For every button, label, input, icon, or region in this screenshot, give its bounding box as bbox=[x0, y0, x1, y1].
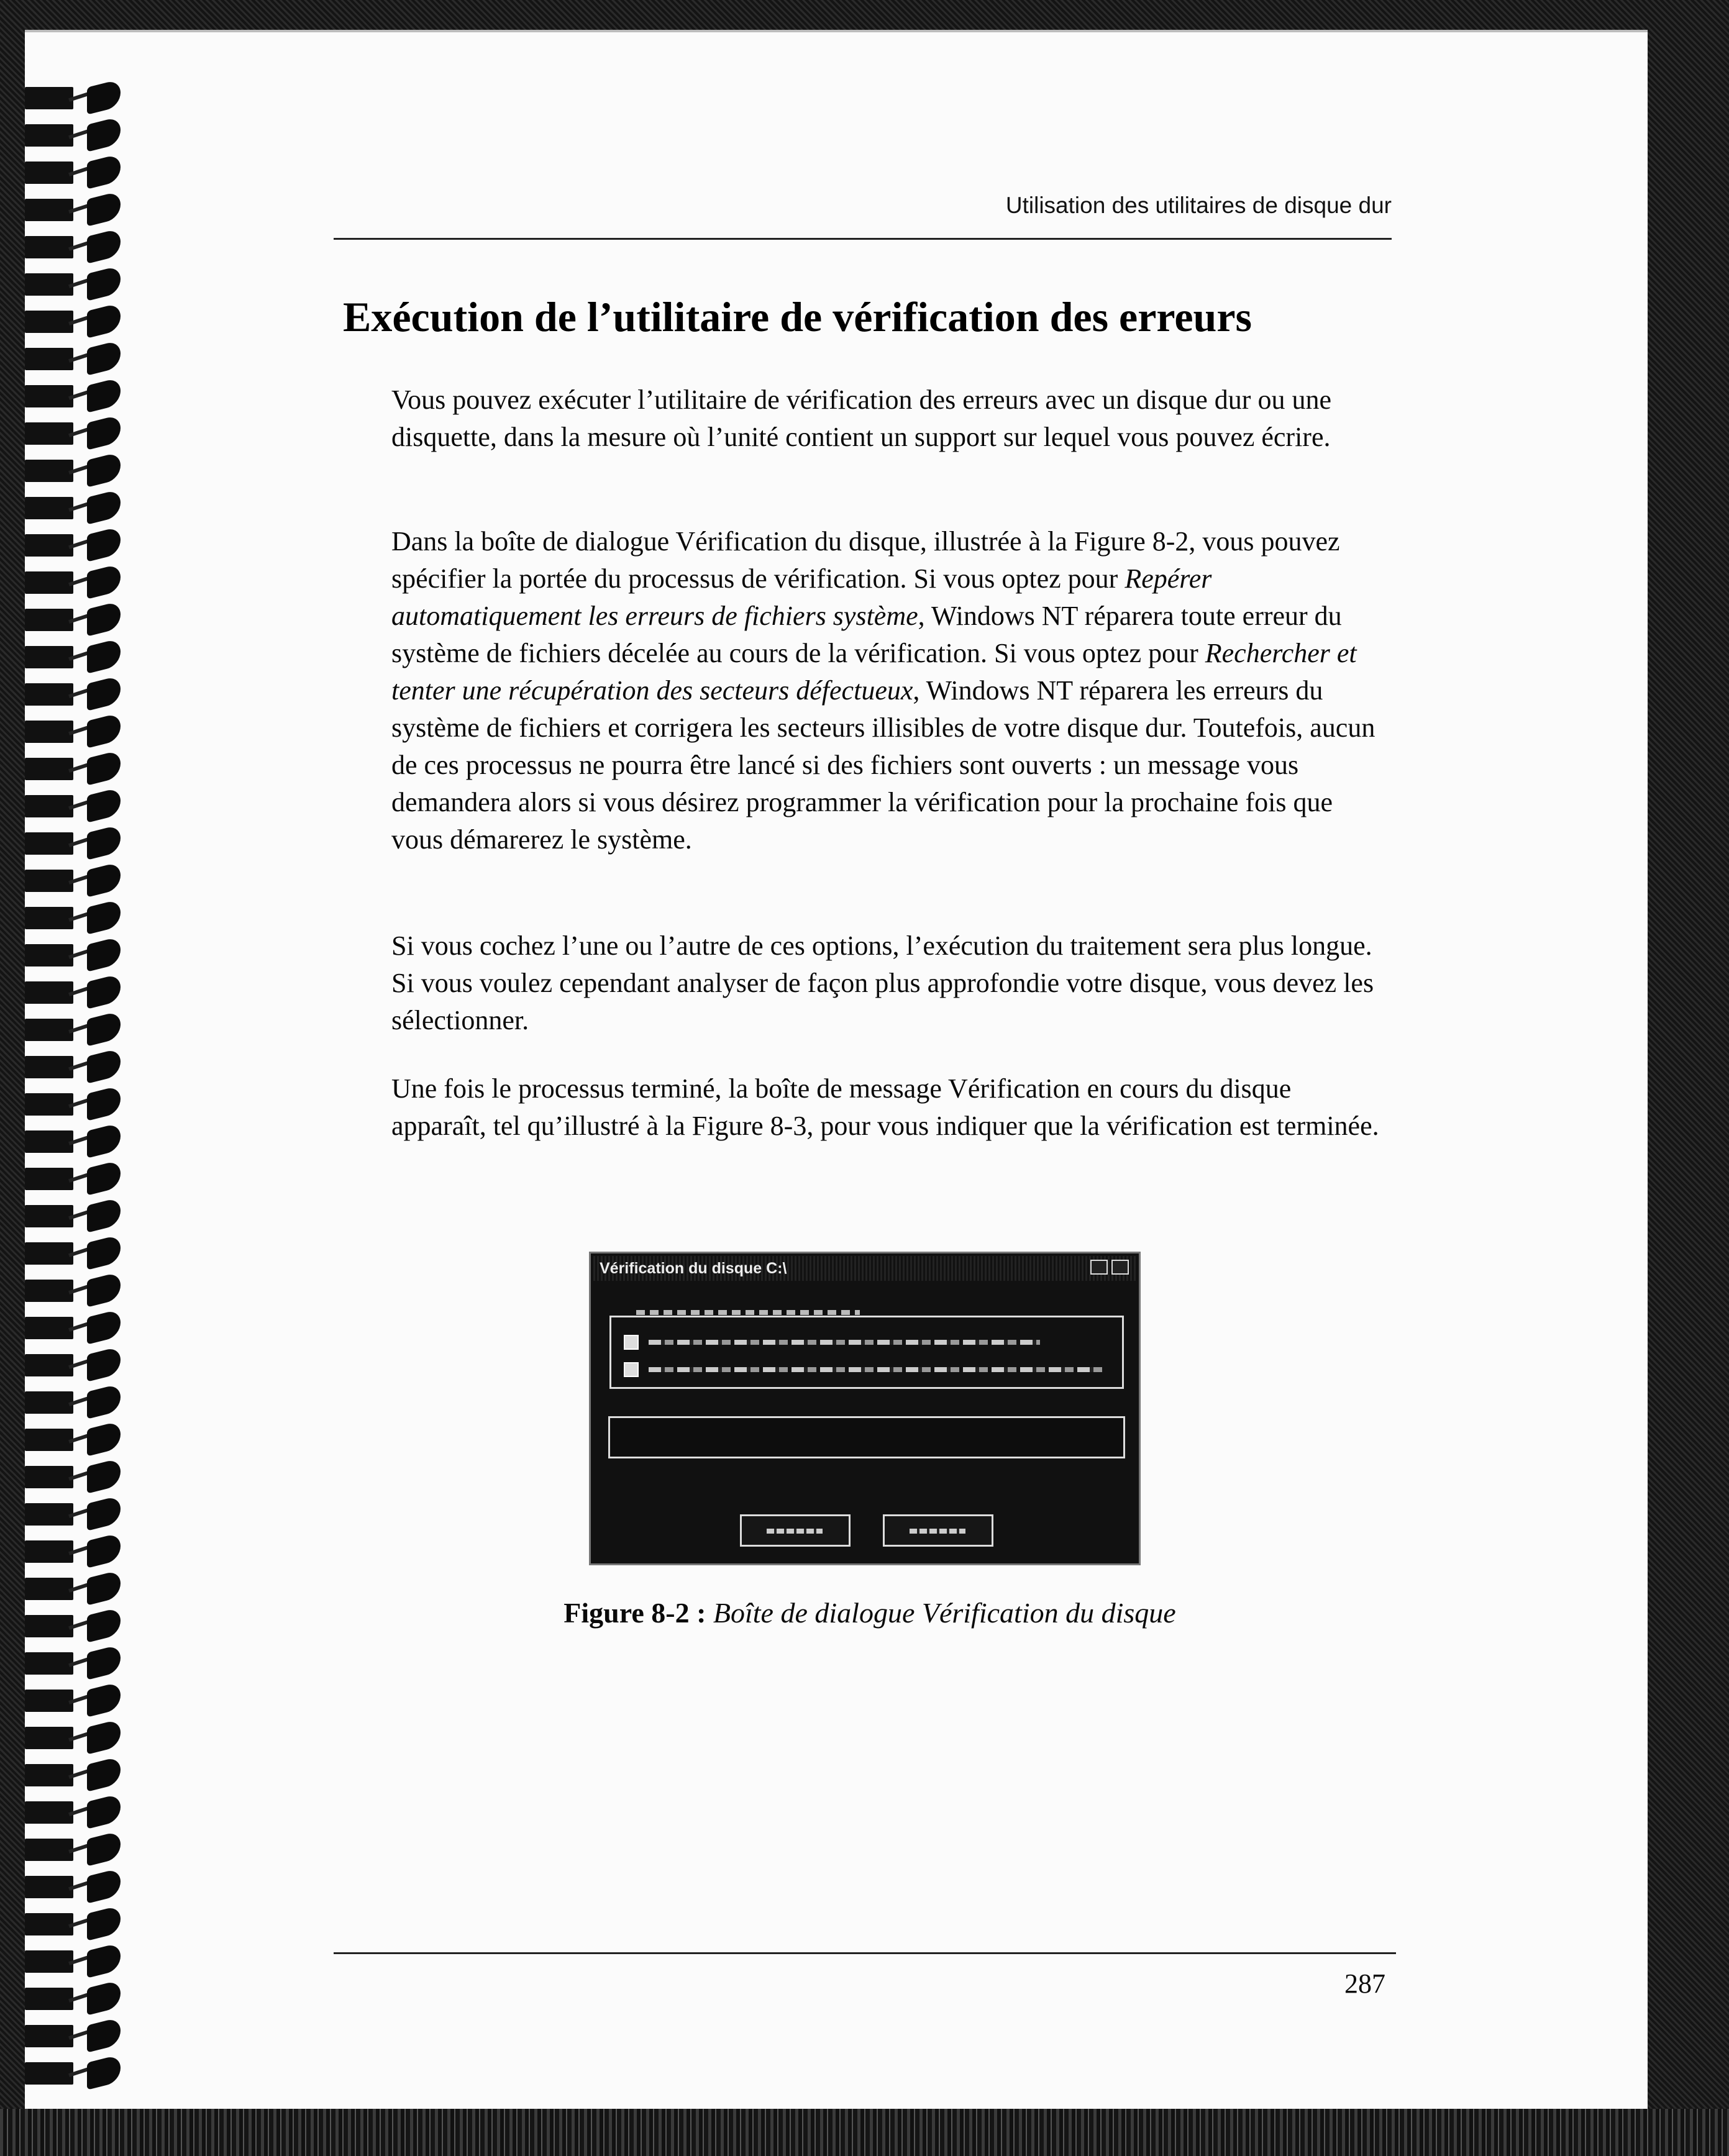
binding-ring bbox=[25, 80, 134, 116]
binding-ring bbox=[25, 862, 134, 898]
page-number: 287 bbox=[1344, 1968, 1385, 1999]
dialog-titlebar bbox=[593, 1256, 1136, 1281]
binding-ring bbox=[25, 266, 134, 302]
option-label-2 bbox=[649, 1367, 1102, 1372]
binding-ring bbox=[25, 1570, 134, 1606]
option-name-auto-repair: Repérer automatiquement les erreurs de fichiers système bbox=[391, 563, 1212, 631]
book-page bbox=[25, 30, 1648, 2109]
paragraph-2-text-c: , Windows NT réparera les erreurs du système de fichiers et corrigera les secteurs illisibles de votre disque dur. Toutefois, aucun de ces processus ne pourra être lancé si des fichiers sont ouverts : un message vous demandera alors si vous désirez programmer la vérification pour la prochaine fois que vous démarerez le système. bbox=[391, 675, 1375, 855]
binding-ring bbox=[25, 825, 134, 861]
running-head: Utilisation des utilitaires de disque dur bbox=[1005, 193, 1392, 218]
binding-ring bbox=[25, 713, 134, 749]
binding-ring bbox=[25, 1384, 134, 1420]
binding-ring bbox=[25, 154, 134, 190]
binding-ring bbox=[25, 1757, 134, 1793]
binding-ring bbox=[25, 1906, 134, 1942]
header-rule bbox=[334, 238, 1392, 240]
binding-ring bbox=[25, 1868, 134, 1904]
binding-ring bbox=[25, 564, 134, 600]
binding-ring bbox=[25, 1272, 134, 1308]
binding-ring bbox=[25, 378, 134, 414]
binding-ring bbox=[25, 1086, 134, 1122]
binding-ring bbox=[25, 527, 134, 563]
close-icon bbox=[1111, 1260, 1129, 1275]
dialog-options-group bbox=[609, 1316, 1124, 1389]
binding-ring bbox=[25, 415, 134, 451]
binding-ring bbox=[25, 1048, 134, 1085]
binding-ring bbox=[25, 191, 134, 227]
binding-ring bbox=[25, 340, 134, 376]
scan-bottom-strip bbox=[0, 2109, 1729, 2156]
paragraph-2-text-b: , Windows NT réparera toute erreur du système de fichiers décelée au cours de la vérification. Si vous optez pour bbox=[391, 601, 1342, 668]
binding-ring bbox=[25, 2055, 134, 2091]
paragraph-1: Vous pouvez exécuter l’utilitaire de vérification des erreurs avec un disque dur ou une disquette, dans la mesure où l’unité contient un support sur lequel vous pouvez écrire. bbox=[391, 384, 1331, 452]
footer-rule bbox=[334, 1952, 1396, 1954]
minimize-icon bbox=[1090, 1260, 1108, 1275]
binding-ring bbox=[25, 1198, 134, 1234]
binding-ring bbox=[25, 1533, 134, 1569]
section-title: Exécution de l’utilitaire de vérification des erreurs bbox=[343, 293, 1252, 340]
paragraph-3: Si vous cochez l’une ou l’autre de ces options, l’exécution du traitement sera plus longue. Si vous voulez cependant analyser de façon plus approfondie votre disque, vous devez les sélectionner. bbox=[391, 930, 1374, 1035]
binding-ring bbox=[25, 1608, 134, 1644]
binding-ring bbox=[25, 750, 134, 786]
spiral-binding bbox=[25, 80, 134, 2111]
start-button-label bbox=[767, 1529, 823, 1534]
option-label-1 bbox=[649, 1340, 1040, 1345]
binding-ring bbox=[25, 303, 134, 339]
option-checkbox-1 bbox=[624, 1335, 639, 1350]
binding-ring bbox=[25, 899, 134, 935]
binding-ring bbox=[25, 1943, 134, 1979]
binding-ring bbox=[25, 1458, 134, 1494]
binding-ring bbox=[25, 974, 134, 1010]
binding-ring bbox=[25, 1011, 134, 1047]
binding-ring bbox=[25, 1794, 134, 1830]
options-group-legend bbox=[636, 1310, 860, 1315]
binding-ring bbox=[25, 1831, 134, 1867]
option-checkbox-2 bbox=[624, 1362, 639, 1377]
binding-ring bbox=[25, 1309, 134, 1345]
paragraph-4: Une fois le processus terminé, la boîte de message Vérification en cours du disque apparaît, tel qu’illustré à la Figure 8-3, pour vous indiquer que la vérification est terminée. bbox=[391, 1073, 1379, 1141]
binding-ring bbox=[25, 489, 134, 525]
binding-ring bbox=[25, 788, 134, 824]
binding-ring bbox=[25, 676, 134, 712]
binding-ring bbox=[25, 1980, 134, 2016]
dialog-progress-bar bbox=[608, 1416, 1125, 1458]
paragraph-2-text-a: Dans la boîte de dialogue Vérification du disque, illustrée à la Figure 8-2, vous pouvez spécifier la portée du processus de vérification. Si vous optez pour bbox=[391, 526, 1340, 594]
binding-ring bbox=[25, 1645, 134, 1681]
binding-ring bbox=[25, 601, 134, 637]
figure-caption bbox=[528, 1596, 1211, 1629]
binding-ring bbox=[25, 1347, 134, 1383]
binding-ring bbox=[25, 639, 134, 675]
binding-ring bbox=[25, 1123, 134, 1159]
binding-ring bbox=[25, 1719, 134, 1755]
binding-ring bbox=[25, 1682, 134, 1718]
figure-dialog-screenshot bbox=[589, 1252, 1141, 1565]
cancel-button-label bbox=[910, 1529, 965, 1534]
binding-ring bbox=[25, 2017, 134, 2054]
binding-ring bbox=[25, 117, 134, 153]
dialog-start-button bbox=[740, 1514, 851, 1547]
binding-ring bbox=[25, 452, 134, 488]
binding-ring bbox=[25, 1496, 134, 1532]
dialog-cancel-button bbox=[883, 1514, 993, 1547]
paragraph-2 bbox=[391, 523, 1385, 858]
binding-ring bbox=[25, 229, 134, 265]
binding-ring bbox=[25, 937, 134, 973]
figure-caption-label: Figure 8-2 : bbox=[563, 1597, 706, 1629]
dialog-title: Vérification du disque C:\ bbox=[600, 1260, 787, 1277]
binding-ring bbox=[25, 1235, 134, 1271]
page-top-edge bbox=[25, 30, 1648, 32]
binding-ring bbox=[25, 1421, 134, 1457]
option-name-scan-sectors: Rechercher et tenter une récupération des secteurs défectueux bbox=[391, 638, 1357, 706]
figure-caption-title: Boîte de dialogue Vérification du disque bbox=[713, 1597, 1176, 1629]
binding-ring bbox=[25, 1160, 134, 1196]
